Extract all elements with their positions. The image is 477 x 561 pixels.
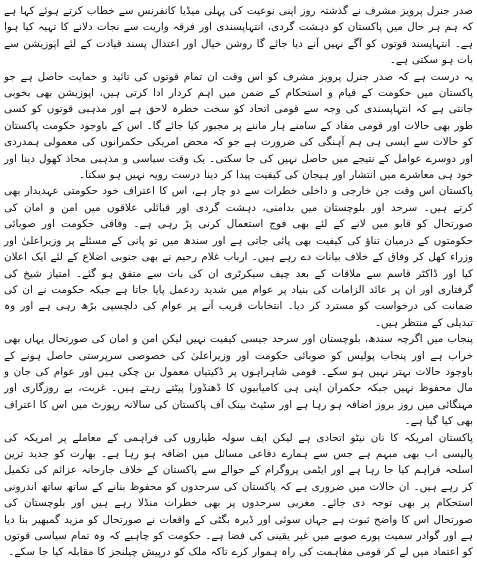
article-paragraph-4: پنجاب میں اگرچہ سندھ، بلوچستان اور سرحد جیسی کیفیت نہیں لیکن امن و امان کی صورتحال یہاں بھی خراب ہے اور پنجاب پولیس کو صوبائی حکومت اور وزیراعلیٰ کی خصوصی سرپرستی حاصل ہونے کے باوجود حالات بہتر نہیں ہو سکے۔ قومی شاہراہوں پر ڈکیتیاں معمول بن چکی ہیں اور عوام کی جان و مال محفوظ نہیں جبکہ حکمران اپنی ہی کامیابیوں کا ڈھنڈورا پیٹتے رہتے ہیں۔ غربت، بے روزگاری اور مہنگائی میں روز بروز اضافہ ہو رہا ہے اور سٹیٹ بینک آف پاکستان کی سالانہ رپورٹ میں اس کا اعتراف بھی کیا گیا ہے۔ xyxy=(4,333,473,428)
article-paragraph-3: پاکستان اس وقت جن خارجی و داخلی خطرات سے دو چار ہے، اس کا اعتراف خود حکومتی عہدیدار بھی کرتے ہیں۔ سرحد اور بلوچستان میں بدامنی، دہشت گردی اور قبائلی علاقوں میں امن و امان کی صورتحال کو قابو میں لانے کے لئے بھی فوج استعمال کرنی پڑ رہی ہے۔ وفاقی حکومت اور صوبائی حکومتوں کے درمیان تناؤ کی کیفیت بھی پائی جاتی ہے اور سندھ میں تو پانی کے مسئلے پر وزیراعلیٰ اور وزراء کھل کر وفاق کے خلاف بیانات دے رہے ہیں۔ ارباب غلام رحیم نے بھی جنوبی اضلاع کے لئے ایک اعلان کیا اور ڈاکٹر قاسم سے ملاقات کے بعد چیف سیکرٹری ان کی بات سے متفق ہو گئے۔ امتیاز شیخ کی گرفتاری اور ان پر عائد الزامات کی بنیاد پر عوام میں شدید ردعمل پایا جاتا ہے جبکہ حکومت نے ان کی ضمانت کی درخواست کو مسترد کر دیا۔ انتخابات قریب آنے پر عوام کی دلچسپی بڑھ رہی ہے اور وہ تبدیلی کے منتظر ہیں۔ xyxy=(4,185,473,329)
article-paragraph-2: یہ درست ہے کہ صدر جنرل پرویز مشرف کو اس وقت ان تمام قوتوں کی تائید و حمایت حاصل ہے جو پاکستان میں حکومت کے قیام و استحکام کے ضمن میں اہم کردار ادا کرتی ہیں، اپوزیشن بھی بخوبی جانتی ہے کہ انتہاپسندی کی وجہ سے قومی اتحاد کو سخت خطرہ لاحق ہے اور مذہبی قوتوں کو کسی طور بھی حالات اور قومی مفاد کے سامنے ہار ماننے پر مجبور کیا جائے گا۔ اس کے باوجود حکومت پاکستان کو حالات سے ایسی ہی ہم آہنگی کی ضرورت ہے جو کہ محض امریکی حکمرانوں کی معمولی ہمدردی اور دوسرے عوامل کے نتیجے میں حاصل نہیں کی جا سکتی۔ یک وقت سیاسی و مذہبی محاذ کھول دینا اور خود ہی معاشرے میں انتشار اور ہیجان کی کیفیت پیدا کر دینا درست رویہ نہیں ہو سکتا۔ xyxy=(4,70,473,182)
article-paragraph-1: صدر جنرل پرویز مشرف نے گذشتہ روز اپنی نوعیت کی پہلی میڈیا کانفرنس سے خطاب کرتے ہوئے کہا ہے کہ ہم ہر حال میں پاکستان کو دہشت گردی، انتہاپسندی اور فرقہ واریت سے نجات دلانے کا تہیہ کیا ہوا ہے۔ انتہاپسند قوتوں کو آگے نہیں آنے دیا جائے گا روشن خیال اور اعتدال پسند قیادت کے لئے اپوزیشن سے بات ہو سکتی ہے۔ xyxy=(4,5,473,67)
article-paragraph-5: پاکستان امریکہ کا نان نیٹو اتحادی ہے لیکن ایف سولہ طیاروں کی فراہمی کے معاملے پر امریکہ کی پالیسی اب بھی مبہم ہے جس سے ہمارے دفاعی مسائل میں اضافہ ہو رہا ہے۔ بھارت کو جدید ترین اسلحہ فراہم کیا جا رہا ہے اور ایٹمی پروگرام کے حوالے سے پاکستان کے خلاف جارحانہ عزائم کی تکمیل کر رہے ہیں۔ ان حالات میں ضروری ہے کہ پاکستان کی سرحدوں کو محفوظ بنانے کے ساتھ ساتھ اندرونی استحکام پر بھی توجہ دی جائے۔ مغربی سرحدوں پر بھی خطرات منڈلا رہے ہیں اور بلوچستان کی صورتحال اس کا واضح ثبوت ہے جہاں سوئی اور ڈیرہ بگٹی کے واقعات نے صورتحال کو مزید گمبھیر بنا دیا ہے اور گوادر سمیت پورے صوبے میں غیر یقینی کی فضا ہے۔ حکومت کو چاہیے کہ وہ تمام سیاسی قوتوں کو اعتماد میں لے کر قومی مفاہمت کی راہ ہموار کرے تاکہ ملک کو درپیش چیلنجز کا مقابلہ کیا جا سکے۔ xyxy=(4,431,473,559)
